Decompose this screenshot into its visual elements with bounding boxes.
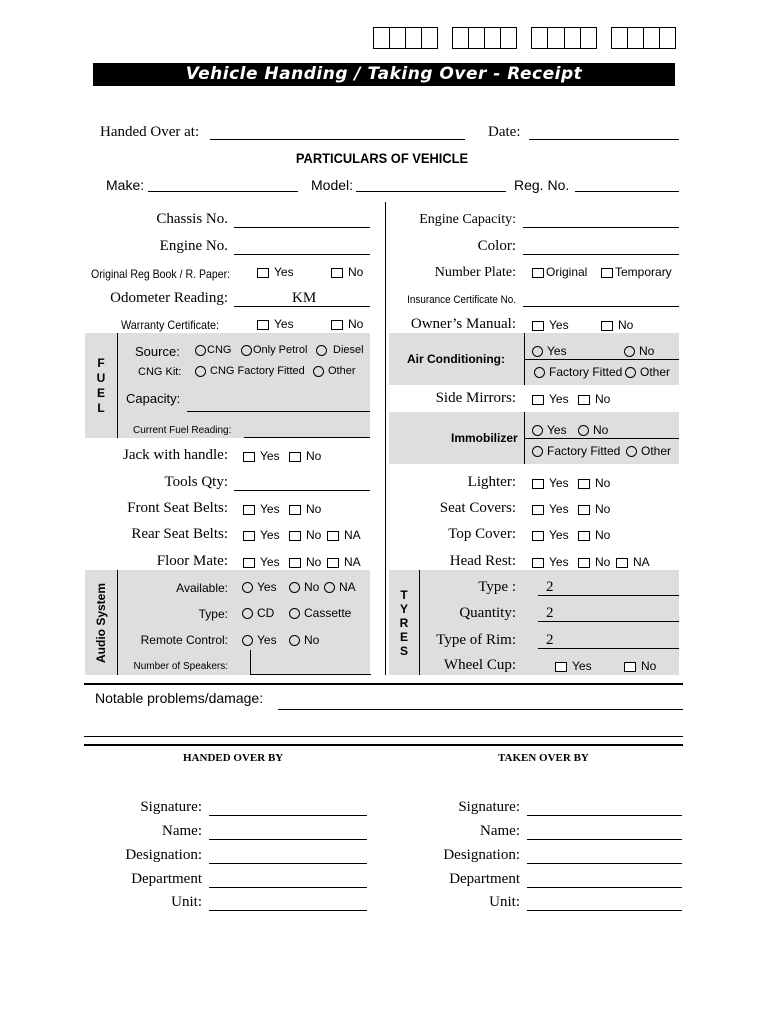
seat-covers-yes[interactable]: Yes (532, 502, 569, 516)
floor-mate-yes[interactable]: Yes (243, 555, 280, 569)
front-belts-no[interactable]: No (289, 502, 321, 516)
quantity-value[interactable]: 2 (546, 605, 554, 621)
speakers-label: Number of Speakers: (133, 661, 228, 672)
tyre-type-label: Type : (478, 579, 516, 595)
taken-name-label: Name: (480, 823, 520, 839)
owners-manual-label: Owner’s Manual: (410, 316, 516, 332)
taken-by-heading: TAKEN OVER BY (498, 752, 589, 764)
quantity-label: Quantity: (459, 605, 516, 621)
orig-reg-yes[interactable]: Yes (257, 265, 294, 279)
quantity-field (538, 621, 679, 622)
notable-label: Notable problems/damage: (95, 690, 264, 706)
handed-signature-field[interactable] (209, 815, 367, 816)
head-rest-na[interactable]: NA (616, 555, 650, 569)
ac-factory-fitted[interactable]: Factory Fitted (534, 365, 622, 379)
model-field[interactable] (356, 191, 506, 192)
top-cover-yes[interactable]: Yes (532, 528, 569, 542)
rear-belts-yes[interactable]: Yes (243, 528, 280, 542)
notable-field-2[interactable] (84, 736, 683, 737)
audio-type-cassette[interactable]: Cassette (289, 606, 351, 620)
current-fuel-label: Current Fuel Reading: (133, 425, 232, 436)
color-field[interactable] (523, 254, 679, 255)
section-title: PARTICULARS OF VEHICLE (295, 150, 469, 166)
seat-covers-label: Seat Covers: (439, 500, 516, 516)
handed-department-field[interactable] (209, 887, 367, 888)
side-mirrors-label: Side Mirrors: (435, 390, 516, 406)
model-label: Model: (311, 177, 354, 193)
remote-label: Remote Control: (140, 633, 228, 647)
lighter-yes[interactable]: Yes (532, 476, 569, 490)
wheel-cup-no[interactable]: No (624, 659, 656, 673)
rim-value[interactable]: 2 (546, 632, 554, 648)
odometer-label: Odometer Reading: (110, 290, 228, 306)
handed-designation-label: Designation: (125, 847, 202, 863)
source-diesel[interactable]: Diesel (316, 344, 364, 356)
available-na[interactable]: NA (324, 580, 356, 594)
warranty-no[interactable]: No (331, 317, 363, 331)
taken-signature-label: Signature: (458, 799, 520, 815)
remote-no[interactable]: No (289, 633, 319, 647)
taken-unit-label: Unit: (489, 894, 520, 910)
lighter-no[interactable]: No (578, 476, 610, 490)
wheel-cup-yes[interactable]: Yes (555, 659, 592, 673)
handed-over-at-field[interactable] (210, 139, 465, 140)
km-unit: KM (292, 290, 317, 306)
odometer-field[interactable] (234, 306, 370, 307)
audio-type-label: Type: (198, 607, 228, 621)
floor-mate-no[interactable]: No (289, 555, 321, 569)
taken-unit-field[interactable] (527, 910, 682, 911)
current-fuel-field[interactable] (244, 437, 370, 438)
owners-manual-no[interactable]: No (601, 318, 633, 332)
handed-unit-label: Unit: (171, 894, 202, 910)
capacity-field[interactable] (187, 411, 370, 412)
remote-yes[interactable]: Yes (242, 633, 277, 647)
audio-side-label (85, 570, 118, 675)
front-belts-yes[interactable]: Yes (243, 502, 280, 516)
separator-top (84, 683, 683, 685)
floor-mate-na[interactable]: NA (327, 555, 361, 569)
wheel-cup-label: Wheel Cup: (443, 657, 516, 673)
source-label: Source: (135, 344, 180, 359)
side-mirrors-yes[interactable]: Yes (532, 392, 569, 406)
taken-department-field[interactable] (527, 887, 682, 888)
jack-label: Jack with handle: (123, 447, 228, 463)
cng-kit-label: CNG Kit: (138, 366, 182, 378)
chassis-label: Chassis No. (156, 211, 228, 227)
lighter-label: Lighter: (467, 474, 516, 490)
floor-mate-label: Floor Mate: (156, 553, 228, 569)
ac-yes[interactable]: Yes (532, 344, 567, 358)
taken-department-label: Department (449, 871, 520, 887)
number-plate-label: Number Plate: (434, 265, 516, 280)
jack-yes[interactable]: Yes (243, 449, 280, 463)
immobilizer-label: Immobilizer (451, 431, 518, 445)
make-field[interactable] (148, 191, 298, 192)
ac-label: Air Conditioning: (407, 352, 505, 366)
rear-belts-label: Rear Seat Belts: (131, 526, 228, 542)
available-label: Available: (176, 581, 228, 595)
rear-belts-na[interactable]: NA (327, 528, 361, 542)
immobilizer-divider (524, 438, 679, 439)
top-cover-no[interactable]: No (578, 528, 610, 542)
head-rest-yes[interactable]: Yes (532, 555, 569, 569)
make-label: Make: (106, 177, 145, 193)
insurance-field[interactable] (523, 306, 679, 307)
chassis-field[interactable] (234, 227, 370, 228)
notable-field[interactable] (278, 709, 683, 710)
fuel-side-label (85, 333, 118, 438)
color-label: Color: (477, 238, 516, 254)
engine-no-field[interactable] (234, 254, 370, 255)
number-plate-temporary[interactable]: Temporary (601, 265, 672, 279)
head-rest-label: Head Rest: (449, 553, 516, 569)
ac-divider (524, 359, 679, 360)
source-cng[interactable]: CNG (195, 344, 231, 356)
rear-belts-no[interactable]: No (289, 528, 321, 542)
warranty-label: Warranty Certificate: (121, 318, 220, 332)
tools-label: Tools Qty: (164, 474, 228, 490)
engine-capacity-label: Engine Capacity: (419, 212, 516, 227)
separator-bottom (84, 744, 683, 746)
form-number-box-4[interactable] (611, 27, 676, 49)
side-mirrors-no[interactable]: No (578, 392, 610, 406)
handed-name-label: Name: (162, 823, 202, 839)
number-plate-original[interactable]: Original (532, 265, 587, 279)
handed-by-heading: HANDED OVER BY (183, 752, 284, 764)
immobilizer-yes[interactable]: Yes (532, 423, 567, 437)
ac-other[interactable]: Other (625, 365, 670, 379)
audio-type-cd[interactable]: CD (242, 606, 274, 620)
ac-no[interactable]: No (624, 344, 654, 358)
handed-designation-field[interactable] (209, 863, 367, 864)
insurance-label: Insurance Certificate No. (407, 294, 516, 306)
form-number-box-2[interactable] (452, 27, 517, 49)
center-divider (385, 202, 386, 675)
head-rest-no[interactable]: No (578, 555, 610, 569)
form-title: Vehicle Handing / Taking Over - Receipt (93, 63, 675, 86)
tools-field[interactable] (234, 490, 370, 491)
reg-no-label: Reg. No. (514, 177, 570, 193)
handed-name-field[interactable] (209, 839, 367, 840)
immobilizer-other[interactable]: Other (626, 444, 671, 458)
available-no[interactable]: No (289, 580, 319, 594)
date-field[interactable] (529, 139, 679, 140)
jack-no[interactable]: No (289, 449, 321, 463)
tyres-side-label (389, 570, 420, 675)
form-number-box-1[interactable] (373, 27, 438, 49)
handed-over-at-label: Handed Over at: (100, 124, 200, 140)
taken-name-field[interactable] (527, 839, 682, 840)
orig-reg-no[interactable]: No (331, 265, 363, 279)
date-label: Date: (488, 124, 521, 140)
capacity-label: Capacity: (126, 391, 181, 406)
engine-capacity-field[interactable] (523, 227, 679, 228)
speakers-field[interactable] (250, 650, 371, 675)
top-cover-label: Top Cover: (448, 526, 516, 542)
cng-kit-factory[interactable]: CNG Factory Fitted (195, 365, 305, 377)
cng-kit-other[interactable]: Other (313, 365, 356, 377)
handed-unit-field[interactable] (209, 910, 367, 911)
tyre-type-value[interactable]: 2 (546, 579, 554, 595)
taken-designation-field[interactable] (527, 863, 682, 864)
handed-signature-label: Signature: (140, 799, 202, 815)
immobilizer-factory-fitted[interactable]: Factory Fitted (532, 444, 620, 458)
reg-no-field[interactable] (575, 191, 679, 192)
form-number-box-3[interactable] (531, 27, 597, 49)
taken-designation-label: Designation: (443, 847, 520, 863)
owners-manual-yes[interactable]: Yes (532, 318, 569, 332)
front-belts-label: Front Seat Belts: (127, 500, 228, 516)
rim-label: Type of Rim: (436, 632, 516, 648)
orig-reg-label: Original Reg Book / R. Paper: (91, 267, 231, 281)
tyres-side-text: TYRES (399, 587, 409, 658)
fuel-side-text: FUEL (96, 355, 106, 415)
tyre-type-field (538, 595, 679, 596)
engine-no-label: Engine No. (159, 238, 228, 254)
seat-covers-no[interactable]: No (578, 502, 610, 516)
immobilizer-no[interactable]: No (578, 423, 608, 437)
source-only-petrol[interactable]: Only Petrol (241, 344, 307, 356)
handed-department-label: Department (131, 871, 202, 887)
available-yes[interactable]: Yes (242, 580, 277, 594)
rim-field (538, 648, 679, 649)
audio-side-text: Audio System (94, 582, 109, 663)
warranty-yes[interactable]: Yes (257, 317, 294, 331)
taken-signature-field[interactable] (527, 815, 682, 816)
